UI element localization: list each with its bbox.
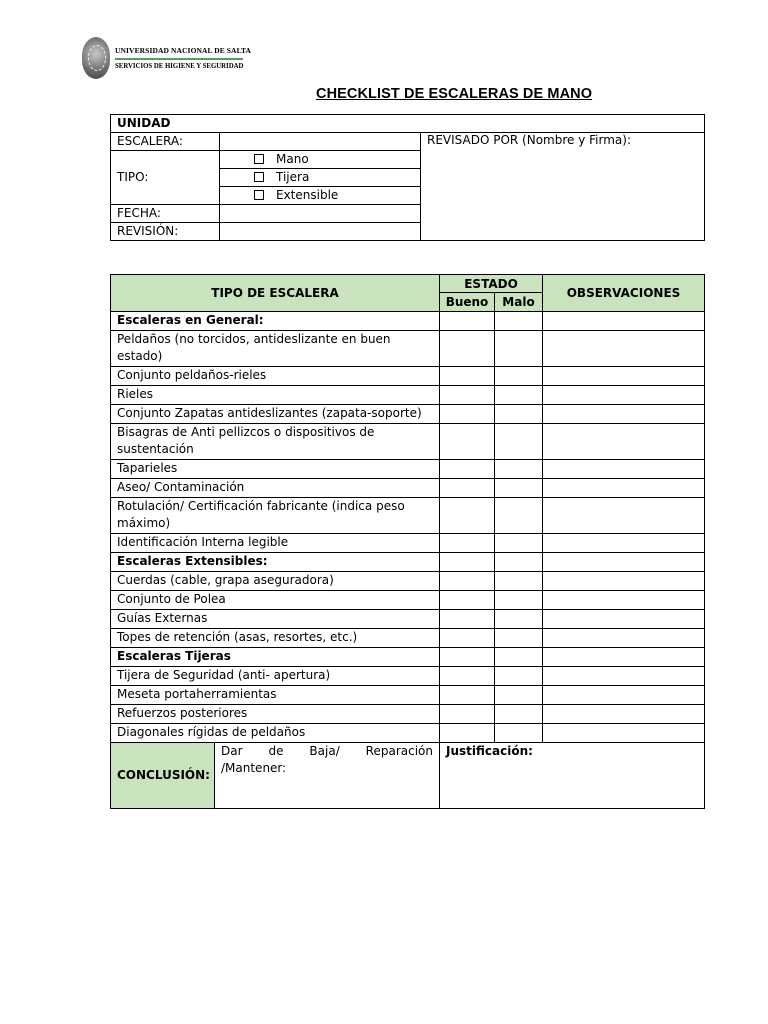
check-item-label: Meseta portaherramientas [111, 686, 440, 705]
col-estado-header: ESTADO [440, 275, 543, 293]
check-item-label: Conjunto de Polea [111, 591, 440, 610]
observaciones-cell[interactable] [543, 312, 705, 331]
tipo-option-tijera[interactable] [220, 169, 421, 187]
university-name: UNIVERSIDAD NACIONAL DE SALTA [115, 46, 252, 55]
table-row [111, 534, 705, 553]
fecha-label: FECHA: [111, 205, 220, 223]
check-item-label: Taparieles [111, 460, 440, 479]
table-row [111, 667, 705, 686]
info-table [110, 114, 705, 241]
tipo-option-label: Tijera [276, 170, 310, 184]
check-item-label: Cuerdas (cable, grapa aseguradora) [111, 572, 440, 591]
conclusion-row [111, 743, 705, 809]
revisado-por-field[interactable] [421, 133, 705, 241]
logo-divider [115, 58, 243, 60]
col-malo-header: Malo [495, 293, 543, 312]
bueno-cell[interactable] [440, 534, 495, 553]
section-heading: Escaleras en General: [111, 312, 440, 331]
col-tipo-header: TIPO DE ESCALERA [111, 275, 440, 312]
conclusion-options-field[interactable]: Dar de Baja/ Reparación /Mantener: [215, 743, 440, 809]
observaciones-cell[interactable] [543, 648, 705, 667]
check-item-label: Aseo/ Contaminación [111, 479, 440, 498]
observaciones-cell[interactable] [543, 686, 705, 705]
check-item-label: Bisagras de Anti pellizcos o dispositivos de sustentación [111, 424, 440, 460]
observaciones-cell[interactable] [543, 667, 705, 686]
logo-text [115, 46, 251, 70]
unidad-label[interactable]: UNIDAD [111, 115, 705, 133]
malo-cell[interactable] [495, 629, 543, 648]
checklist-table [110, 274, 705, 809]
table-row [111, 312, 705, 331]
checklist-body [111, 312, 705, 809]
section-heading: Escaleras Extensibles: [111, 553, 440, 572]
observaciones-cell[interactable] [543, 460, 705, 479]
table-row [111, 367, 705, 386]
bueno-cell[interactable] [440, 629, 495, 648]
malo-cell[interactable] [495, 312, 543, 331]
table-row [111, 572, 705, 591]
page-title: CHECKLIST DE ESCALERAS DE MANO [316, 86, 593, 102]
observaciones-cell[interactable] [543, 610, 705, 629]
escalera-label: ESCALERA: [111, 133, 220, 151]
check-item-label: Conjunto Zapatas antideslizantes (zapata-soporte) [111, 405, 440, 424]
malo-cell[interactable] [495, 386, 543, 405]
revisado-por-label: REVISADO POR (Nombre y Firma): [427, 133, 631, 147]
bueno-cell[interactable] [440, 553, 495, 572]
bueno-cell[interactable] [440, 610, 495, 629]
table-row [111, 479, 705, 498]
malo-cell[interactable] [495, 610, 543, 629]
table-row [111, 460, 705, 479]
observaciones-cell[interactable] [543, 572, 705, 591]
bueno-cell[interactable] [440, 424, 495, 460]
justificacion-field[interactable]: Justificación: [440, 743, 705, 809]
table-row [111, 553, 705, 572]
malo-cell[interactable] [495, 460, 543, 479]
malo-cell[interactable] [495, 534, 543, 553]
university-logo [82, 34, 262, 82]
bueno-cell[interactable] [440, 724, 495, 743]
malo-cell[interactable] [495, 424, 543, 460]
checklist-header-row [111, 275, 705, 293]
observaciones-cell[interactable] [543, 553, 705, 572]
malo-cell[interactable] [495, 553, 543, 572]
table-row [111, 591, 705, 610]
table-row [111, 331, 705, 367]
tipo-option-label: Mano [276, 152, 309, 166]
info-row-unidad [111, 115, 705, 133]
revision-label: REVISIÓN: [111, 223, 220, 241]
observaciones-cell[interactable] [543, 386, 705, 405]
check-item-label: Rieles [111, 386, 440, 405]
escalera-field[interactable] [220, 133, 421, 151]
section-heading: Escaleras Tijeras [111, 648, 440, 667]
observaciones-cell[interactable] [543, 534, 705, 553]
observaciones-cell[interactable] [543, 424, 705, 460]
malo-cell[interactable] [495, 405, 543, 424]
checkbox-icon[interactable] [254, 154, 264, 164]
bueno-cell[interactable] [440, 572, 495, 591]
table-row [111, 424, 705, 460]
malo-cell[interactable] [495, 724, 543, 743]
checkbox-icon[interactable] [254, 190, 264, 200]
conclusion-label: CONCLUSIÓN: [111, 743, 215, 809]
bueno-cell[interactable] [440, 667, 495, 686]
malo-cell[interactable] [495, 686, 543, 705]
bueno-cell[interactable] [440, 479, 495, 498]
fecha-field[interactable] [220, 205, 421, 223]
check-item-label: Refuerzos posteriores [111, 705, 440, 724]
bueno-cell[interactable] [440, 648, 495, 667]
check-item-label: Topes de retención (asas, resortes, etc.) [111, 629, 440, 648]
check-item-label: Rotulación/ Certificación fabricante (indica peso máximo) [111, 498, 440, 534]
check-item-label: Tijera de Seguridad (anti- apertura) [111, 667, 440, 686]
col-observaciones-header: OBSERVACIONES [543, 275, 705, 312]
bueno-cell[interactable] [440, 405, 495, 424]
table-row [111, 610, 705, 629]
tipo-option-mano[interactable] [220, 151, 421, 169]
observaciones-cell[interactable] [543, 331, 705, 367]
table-row [111, 686, 705, 705]
observaciones-cell[interactable] [543, 479, 705, 498]
observaciones-cell[interactable] [543, 405, 705, 424]
table-row [111, 498, 705, 534]
tipo-label: TIPO: [111, 151, 220, 205]
info-row-escalera [111, 133, 705, 151]
check-item-label: Peldaños (no torcidos, antideslizante en buen estado) [111, 331, 440, 367]
check-item-label: Diagonales rígidas de peldaños [111, 724, 440, 743]
observaciones-cell[interactable] [543, 498, 705, 534]
table-row [111, 724, 705, 743]
department-name: SERVICIOS DE HIGIENE Y SEGURIDAD [115, 63, 244, 70]
bueno-cell[interactable] [440, 705, 495, 724]
observaciones-cell[interactable] [543, 629, 705, 648]
bueno-cell[interactable] [440, 591, 495, 610]
check-item-label: Guías Externas [111, 610, 440, 629]
malo-cell[interactable] [495, 591, 543, 610]
bueno-cell[interactable] [440, 367, 495, 386]
observaciones-cell[interactable] [543, 724, 705, 743]
malo-cell[interactable] [495, 705, 543, 724]
malo-cell[interactable] [495, 667, 543, 686]
observaciones-cell[interactable] [543, 367, 705, 386]
bueno-cell[interactable] [440, 460, 495, 479]
bueno-cell[interactable] [440, 312, 495, 331]
bueno-cell[interactable] [440, 498, 495, 534]
table-row [111, 648, 705, 667]
table-row [111, 405, 705, 424]
bueno-cell[interactable] [440, 331, 495, 367]
malo-cell[interactable] [495, 367, 543, 386]
bueno-cell[interactable] [440, 686, 495, 705]
col-bueno-header: Bueno [440, 293, 495, 312]
tipo-option-label: Extensible [276, 188, 339, 202]
malo-cell[interactable] [495, 498, 543, 534]
observaciones-cell[interactable] [543, 705, 705, 724]
malo-cell[interactable] [495, 572, 543, 591]
table-row [111, 629, 705, 648]
revision-field[interactable] [220, 223, 421, 241]
malo-cell[interactable] [495, 648, 543, 667]
tipo-option-extensible[interactable] [220, 187, 421, 205]
malo-cell[interactable] [495, 331, 543, 367]
check-item-label: Identificación Interna legible [111, 534, 440, 553]
table-row [111, 386, 705, 405]
malo-cell[interactable] [495, 479, 543, 498]
table-row [111, 705, 705, 724]
check-item-label: Conjunto peldaños-rieles [111, 367, 440, 386]
checkbox-icon[interactable] [254, 172, 264, 182]
observaciones-cell[interactable] [543, 591, 705, 610]
bueno-cell[interactable] [440, 386, 495, 405]
university-seal-icon [82, 37, 110, 79]
